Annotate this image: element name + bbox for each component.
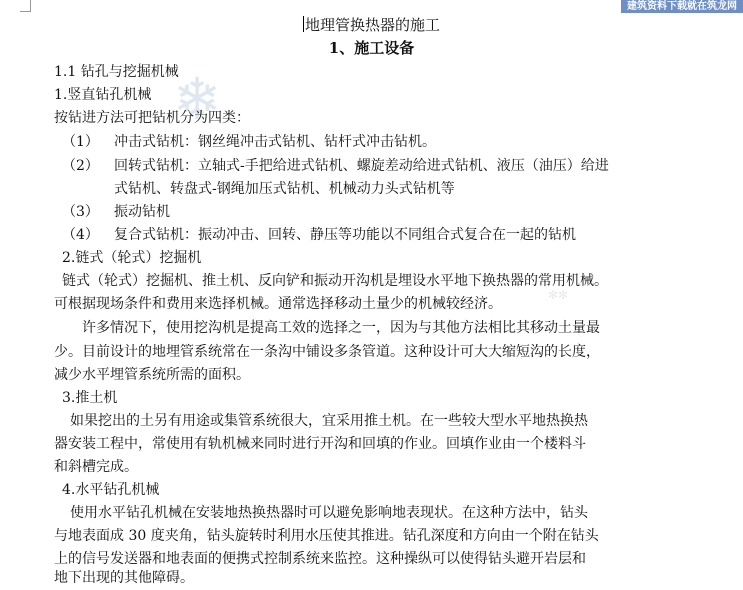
paragraph-line: 和斜槽完成。 <box>54 459 138 475</box>
list-number: （3） <box>62 204 99 220</box>
list-number: （4） <box>62 227 99 243</box>
list-text: 复合式钻机：振动冲击、回转、静压等功能以不同组合式复合在一起的钻机 <box>114 227 576 243</box>
item-heading: 1.竖直钻孔机械 <box>54 87 152 103</box>
list-text: 回转式钻机：立轴式-手把给进式钻机、螺旋差动给进式钻机、液压（油压）给进 <box>114 158 609 174</box>
watermark-banner: 建筑资料下载就在筑龙网 <box>621 0 743 13</box>
list-item <box>62 224 576 246</box>
list-number: （1） <box>62 134 99 150</box>
paragraph-line: 减少水平埋管系统所需的面积。 <box>54 367 250 383</box>
faint-watermark-icon: ✻✻ <box>548 288 569 302</box>
subsection-heading: 1.1 钻孔与挖掘机械 <box>54 64 179 80</box>
document-title-text: 地理管换热器的施工 <box>304 16 440 34</box>
item-heading: 2.链式（轮式）挖掘机 <box>62 250 202 266</box>
list-number: （2） <box>62 158 99 174</box>
list-text: 冲击式钻机：钢丝绳冲击式钻机、钻杆式冲击钻机。 <box>114 134 436 150</box>
list-item <box>62 155 609 177</box>
snowflake-watermark-icon: ❄ <box>172 65 222 133</box>
paragraph-line: 按钻进方法可把钻机分为四类： <box>54 110 250 126</box>
item-heading: 3.推土机 <box>62 390 118 406</box>
list-text-continuation: 式钻机、转盘式-钢绳加压式钻机、机械动力头式钻机等 <box>114 181 455 197</box>
text-cursor <box>303 16 304 32</box>
paragraph-line: 可根据现场条件和费用来选择机械。通常选择移动土量少的机械较经济。 <box>54 296 502 312</box>
list-item <box>62 131 436 153</box>
paragraph-line: 与地表面成 30 度夹角，钻头旋转时利用水压使其推进。钻孔深度和方向由一个附在钻头 <box>54 528 599 544</box>
document-title[interactable] <box>0 14 743 36</box>
paragraph-line: 使用水平钻孔机械在安装地热换热器时可以避免影响地表现状。在这种方法中，钻头 <box>70 505 588 521</box>
item-heading: 4.水平钻孔机械 <box>62 482 160 498</box>
paragraph-line: 地下出现的其他障碍。 <box>54 570 194 586</box>
paragraph-line: 上的信号发送器和地表面的便携式控制系统来监控。这种操纵可以使得钻头避开岩层和 <box>54 551 586 567</box>
paragraph-line: 如果挖出的土另有用途或集管系统很大，宜采用推土机。在一些较大型水平地热换热 <box>70 413 588 429</box>
page-corner-mark <box>20 11 31 12</box>
paragraph-line: 少。目前设计的地埋管系统常在一条沟中铺设多条管道。这种设计可大大缩短沟的长度， <box>54 344 600 360</box>
paragraph-line: 链式（轮式）挖掘机、推土机、反向铲和振动开沟机是埋设水平地下换热器的常用机械。 <box>62 273 608 289</box>
paragraph-line: 许多情况下，使用挖沟机是提高工效的选择之一，因为与其他方法相比其移动土量最 <box>82 320 600 336</box>
section-heading: 1、施工设备 <box>328 39 415 57</box>
paragraph-line: 器安装工程中，常使用有轨机械来同时进行开沟和回填的作业。回填作业由一个楼料斗 <box>54 436 586 452</box>
list-text: 振动钻机 <box>114 204 170 220</box>
list-item <box>62 201 170 223</box>
